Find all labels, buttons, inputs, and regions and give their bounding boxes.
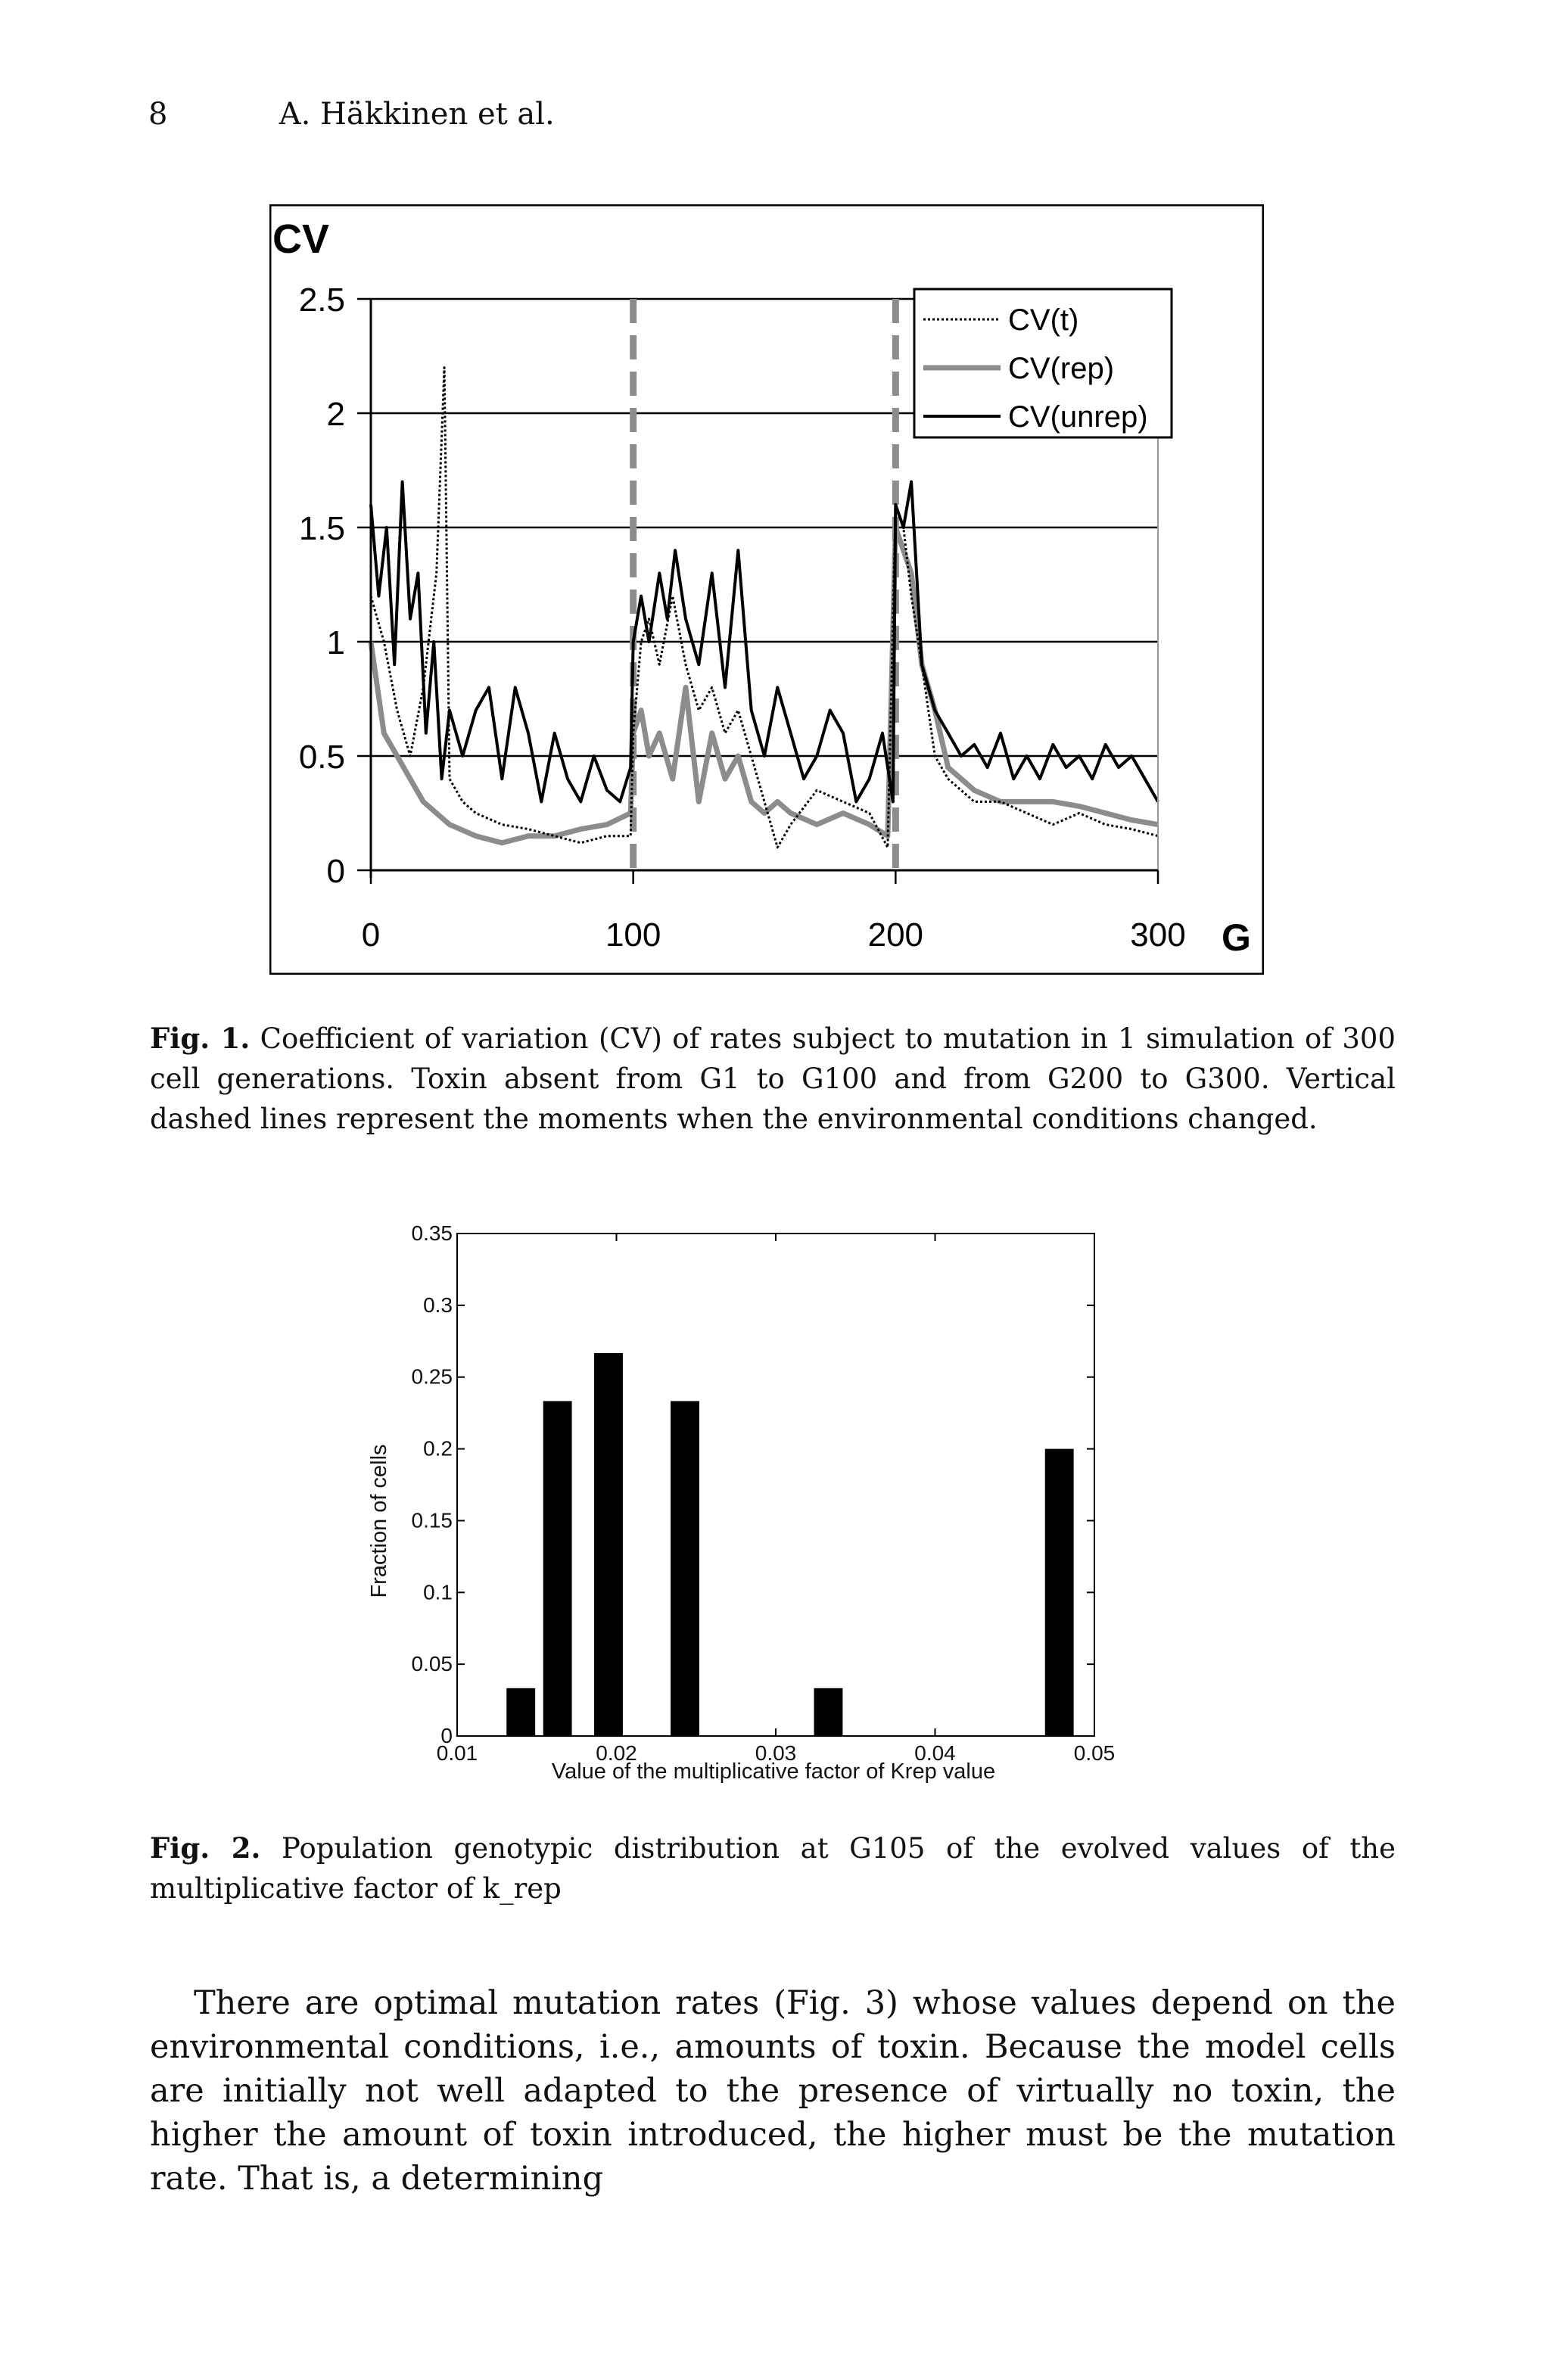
- figure-2-y-tick-label: 0.2: [423, 1436, 453, 1461]
- figure-2-y-tick-label: 0.05: [411, 1652, 453, 1676]
- figure-2-bar: [814, 1688, 843, 1736]
- figure-1-x-tick-label: 0: [361, 916, 381, 954]
- figure-1-x-axis-label: G: [1222, 916, 1251, 959]
- figure-1-legend-label: CV(rep): [1008, 352, 1115, 385]
- figure-2-caption-text: Population genotypic distribution at G105 of the evolved values of the multiplicative factor of k_rep: [150, 1832, 1396, 1905]
- figure-1-y-tick-label: 2: [326, 396, 345, 433]
- figure-2-x-tick-label: 0.02: [596, 1741, 637, 1765]
- page-number: 8: [148, 97, 168, 132]
- figure-1-legend: [914, 289, 1172, 437]
- figure-2-bar: [594, 1353, 623, 1736]
- figure-1-line-chart: [269, 204, 1264, 975]
- author-line: A. Häkkinen et al.: [279, 97, 555, 132]
- figure-2-y-axis-label: Fraction of cells: [367, 1444, 391, 1598]
- figure-1-caption-text: Coefficient of variation (CV) of rates subject to mutation in 1 simulation of 300 cell generations. Toxin absent from G1 to G100 and from G200 to G300. Vertical dashed lines represent the moments when the environmental conditions changed.: [150, 1022, 1396, 1135]
- figure-2-y-tick-label: 0.25: [411, 1364, 453, 1389]
- figure-2-bar: [506, 1688, 535, 1736]
- figure-1-y-tick-label: 1.5: [298, 510, 345, 547]
- figure-2-x-axis-label: Value of the multiplicative factor of Krep value: [551, 1759, 996, 1784]
- figure-2-y-tick-label: 0.35: [411, 1221, 453, 1245]
- body-text: [150, 1981, 1396, 2201]
- figure-2-y-tick-label: 0.1: [423, 1580, 453, 1604]
- figure-1-y-tick-label: 1: [326, 624, 345, 661]
- figure-2-x-tick-label: 0.03: [755, 1741, 797, 1765]
- figure-2-bar: [1045, 1449, 1074, 1736]
- figure-1-x-tick-label: 200: [867, 916, 924, 954]
- running-header: [148, 97, 555, 132]
- figure-1-y-tick-label: 0.5: [298, 739, 345, 776]
- figure-2-x-tick-label: 0.04: [914, 1741, 956, 1765]
- figure-1-x-tick-label: 300: [1130, 916, 1186, 954]
- figure-2-y-tick-label: 0: [440, 1724, 453, 1747]
- figure-2-bar: [671, 1401, 699, 1736]
- figure-2-x-tick-label: 0.01: [436, 1741, 478, 1765]
- figure-2-x-tick-label: 0.05: [1073, 1741, 1116, 1765]
- figure-2-y-tick-label: 0.3: [423, 1293, 453, 1317]
- figure-1-y-axis-label: CV: [272, 216, 330, 262]
- figure-2-caption-label: Fig. 2.: [150, 1831, 261, 1865]
- figure-1-legend-label: CV(t): [1008, 303, 1079, 337]
- figure-1-y-tick-label: 0: [326, 853, 345, 890]
- figure-2-bar: [543, 1401, 572, 1736]
- figure-1-caption: [150, 1019, 1396, 1139]
- figure-2-caption: [150, 1828, 1396, 1909]
- figure-2-bar-chart: [356, 1211, 1143, 1801]
- figure-1-x-tick-label: 100: [605, 916, 661, 954]
- body-paragraph: There are optimal mutation rates (Fig. 3) whose values depend on the environmental conditions, i.e., amounts of toxin. Because the model cells are initially not well adapted to the presence of virtually no toxin, the higher the amount of toxin introduced, the higher must be the mutation rate. That is, a determining: [150, 1984, 1396, 2198]
- figure-1-y-tick-label: 2.5: [298, 282, 345, 319]
- figure-1-caption-label: Fig. 1.: [150, 1022, 251, 1055]
- figure-2-y-tick-label: 0.15: [411, 1508, 453, 1532]
- figure-1-legend-label: CV(unrep): [1008, 400, 1148, 434]
